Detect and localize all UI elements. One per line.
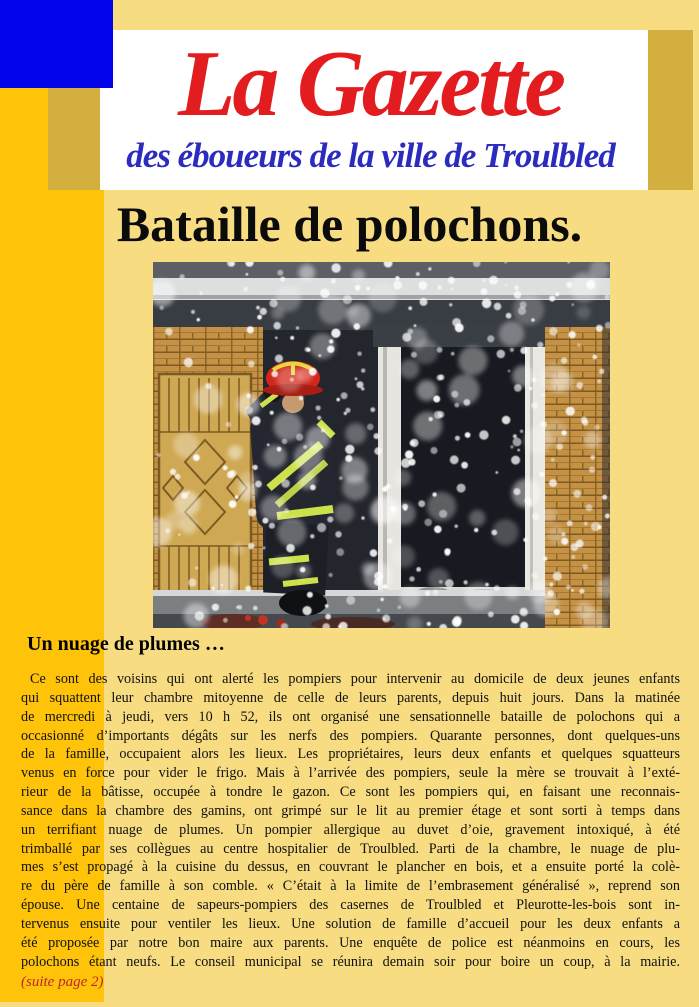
- article-line: rieur de la bâtisse, occupée à tondre le gazon. Ce sont les pompiers qui, en faisant une reconnais-: [21, 784, 680, 801]
- article-line: épouse. Une centaine de sapeurs-pompiers des casernes de Troulbled et Pleurotte-les-bois sont in-: [21, 897, 680, 914]
- article-section-heading: Un nuage de plumes …: [27, 633, 225, 655]
- article-line: de la famille, occupaient alors les lieux. Les propriétaires, leurs deux enfants et quelques squatteurs: [21, 746, 680, 763]
- article-body: [21, 632, 680, 992]
- article-line: venus en force pour vider le frigo. Mais à l’arrivée des pompiers, seule la mère se trouvait à l’exté-: [21, 765, 680, 782]
- masthead-title: La Gazette: [177, 32, 564, 136]
- article-line: été proposée par notre bon maire aux parents. Une enquête de police est néanmoins en cours, les: [21, 934, 680, 951]
- article-line: sance dans la chambre des gamins, ont grimpé sur le lit au premier étage et sont sorti à temps dans: [21, 802, 680, 819]
- article-line: de mercredi à jeudi, vers 10 h 52, ils ont organisé une sensationnelle bataille de polochons qui a: [21, 708, 680, 725]
- article-line: tervenus ensuite pour ventiler les lieux. Une solution de famille d’accueil pour les deux enfants a: [21, 915, 680, 932]
- article-line: trimballé par ses collègues au centre hospitalier de Troulbled. Parti de la chambre, le nuage de plu-: [21, 840, 680, 857]
- article-photo: [153, 262, 610, 628]
- article-paragraph: [21, 670, 680, 972]
- article-line: re du père de famille à son comble. « C’était à la limite de l’embrasement généralisé », reprend son: [21, 878, 680, 895]
- article-line: mes s’est propagé à la cuisine du dessus, en couvrant le plancher en bois, et a ensuite porté la colè-: [21, 859, 680, 876]
- article-headline: Bataille de polochons.: [116, 196, 583, 252]
- article-line: qui squattent leur chambre mitoyenne de celle de leurs parents, depuis huit jours. Dans la matinée: [21, 689, 680, 706]
- continuation-note: (suite page 2): [21, 973, 104, 990]
- article-line: un terrifiant nuage de plumes. Un pompier allergique au duvet d’oie, gravement intoxiqué, à été: [21, 821, 680, 838]
- article-line: polochons étant neufs. Le conseil municipal se réunira demain soir pour boire un coup, à la mairie.: [21, 953, 680, 970]
- masthead-subtitle: des éboueurs de la ville de Troulbled: [126, 136, 615, 175]
- article-line: Ce sont des voisins qui ont alerté les pompiers pour intervenir au domicile de deux jeunes enfants: [30, 671, 680, 687]
- article-line: occasionné d’importants dégâts sur les nerfs des pompiers. Quarante personnes, dont quelques-uns: [21, 727, 680, 744]
